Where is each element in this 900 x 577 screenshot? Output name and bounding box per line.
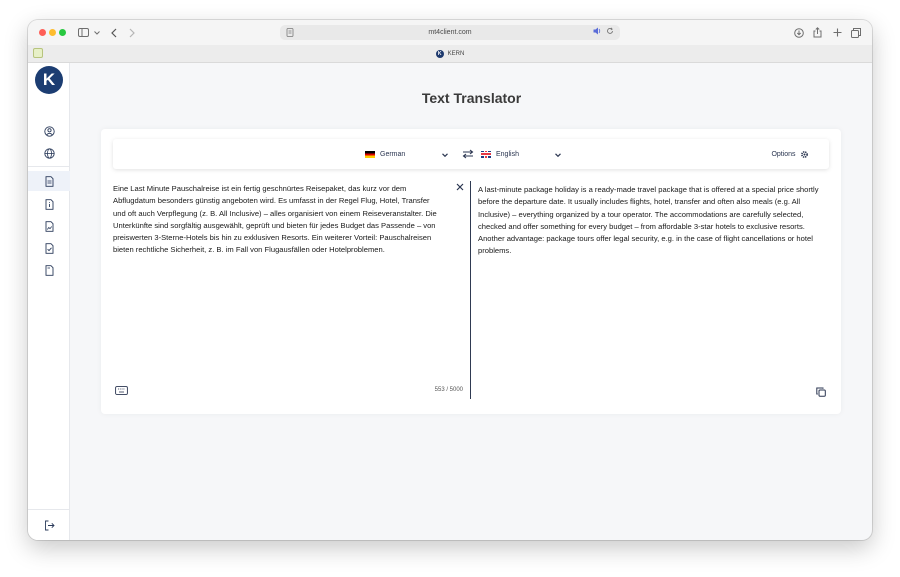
- sidebar-item-document-image[interactable]: [28, 216, 70, 236]
- reload-icon[interactable]: [606, 27, 614, 35]
- source-text-area[interactable]: Eine Last Minute Pauschalreise ist ein fertig geschnürtes Reisepaket, das kurz vor dem Abflugdatum besonders günstig angeboten wird. Es umfasst in der Regel Flug, Hotel, Transfer und oft auch Verpflegung (z. B. All Inclusive) – alles organisiert von einem Reiseveranstalter. Die Unterkünfte sind sorgfältig ausgewählt, geprüft und bieten für jedes Budget das Passende – von preiswerten 3-Sterne-Hotels bis hin zu exklusiven Resorts. Ein weiterer Vorteil: Pauschalreisen bieten rechtliche Sicherheit, z. B. im Fall von Flugausfällen oder Hotelproblemen.: [113, 184, 437, 255]
- sidebar-item-text-translator[interactable]: [28, 171, 70, 191]
- copy-icon: [816, 387, 826, 397]
- target-language-label: English: [496, 150, 519, 158]
- active-tab[interactable]: [28, 45, 872, 63]
- forward-arrow-icon[interactable]: [129, 26, 135, 39]
- language-bar: [113, 139, 829, 169]
- tab-bar: [28, 45, 872, 63]
- swap-languages-button[interactable]: [459, 146, 477, 162]
- sidebar-item-document-check[interactable]: [28, 238, 70, 258]
- translated-text-area: A last-minute package holiday is a ready-made travel package that is offered at a special price shortly before the departure date. It usually includes flights, hotel, transfer and often also meals (e.g. All Inclusive) – everything organized by a tour operator. The accommodations are carefully selected, checked and offer something for every budget – from affordable 3-star hotels to exclusive resorts. Another advantage: package tours offer legal security, e.g. in the case of flight cancellations or hotel problems.: [478, 185, 819, 256]
- german-flag-icon: [365, 151, 375, 158]
- minimize-window-button[interactable]: [49, 29, 56, 36]
- new-tab-plus-icon[interactable]: [833, 26, 842, 39]
- sidebar-item-language[interactable]: [28, 143, 70, 163]
- sidebar-divider: [28, 166, 70, 167]
- document-text-icon: [44, 176, 55, 187]
- chevron-down-icon: [441, 151, 449, 159]
- chevron-down-icon[interactable]: [94, 26, 100, 39]
- swap-arrows-icon: [462, 149, 474, 159]
- address-bar[interactable]: [280, 25, 620, 40]
- sidebar-item-document-blank[interactable]: [28, 260, 70, 280]
- sidebar-item-logout[interactable]: [28, 515, 70, 535]
- character-count: 553 / 5000: [434, 387, 463, 393]
- source-language-label: German: [380, 150, 406, 158]
- clear-text-button[interactable]: [454, 181, 466, 193]
- document-blank-icon: [44, 265, 55, 276]
- uk-flag-icon: [481, 151, 491, 158]
- document-image-icon: [44, 221, 55, 232]
- back-arrow-icon[interactable]: [111, 26, 117, 39]
- tab-title-text: KERN: [447, 51, 465, 57]
- page-settings-icon[interactable]: [286, 28, 294, 37]
- close-window-button[interactable]: [39, 29, 46, 36]
- browser-window: [28, 20, 872, 540]
- download-icon[interactable]: [794, 26, 804, 39]
- zoom-window-button[interactable]: [59, 29, 66, 36]
- app-sidebar: [28, 63, 70, 540]
- logout-icon: [44, 520, 55, 531]
- share-icon[interactable]: [813, 26, 822, 39]
- source-language-select[interactable]: [365, 145, 455, 163]
- options-button[interactable]: [761, 146, 819, 162]
- tab-overview-icon[interactable]: [851, 26, 861, 39]
- options-label: Options: [771, 150, 796, 158]
- document-check-icon: [44, 243, 55, 254]
- main-content: [71, 63, 872, 540]
- audio-speaker-icon[interactable]: [593, 27, 602, 35]
- panel-divider: [470, 181, 471, 399]
- browser-toolbar: [28, 20, 872, 45]
- sidebar-item-document-info[interactable]: [28, 194, 70, 214]
- copy-translation-button[interactable]: [815, 386, 827, 398]
- close-icon: [456, 183, 464, 191]
- tab-favicon: K: [436, 50, 444, 58]
- user-circle-icon: [44, 126, 55, 137]
- document-info-icon: [44, 199, 55, 210]
- url-text: mt4client.com: [428, 29, 472, 36]
- sidebar-item-profile[interactable]: [28, 121, 70, 141]
- keyboard-icon: [115, 386, 128, 395]
- app-logo[interactable]: K: [35, 66, 63, 94]
- sidebar-divider: [28, 509, 70, 510]
- globe-icon: [44, 148, 55, 159]
- translator-card: [101, 129, 841, 414]
- gear-icon: [800, 150, 809, 159]
- keyboard-button[interactable]: [114, 385, 128, 396]
- chevron-down-icon: [554, 151, 562, 159]
- page-title: Text Translator: [421, 90, 522, 106]
- target-language-select[interactable]: [481, 145, 571, 163]
- sidebar-toggle-icon[interactable]: [78, 26, 89, 39]
